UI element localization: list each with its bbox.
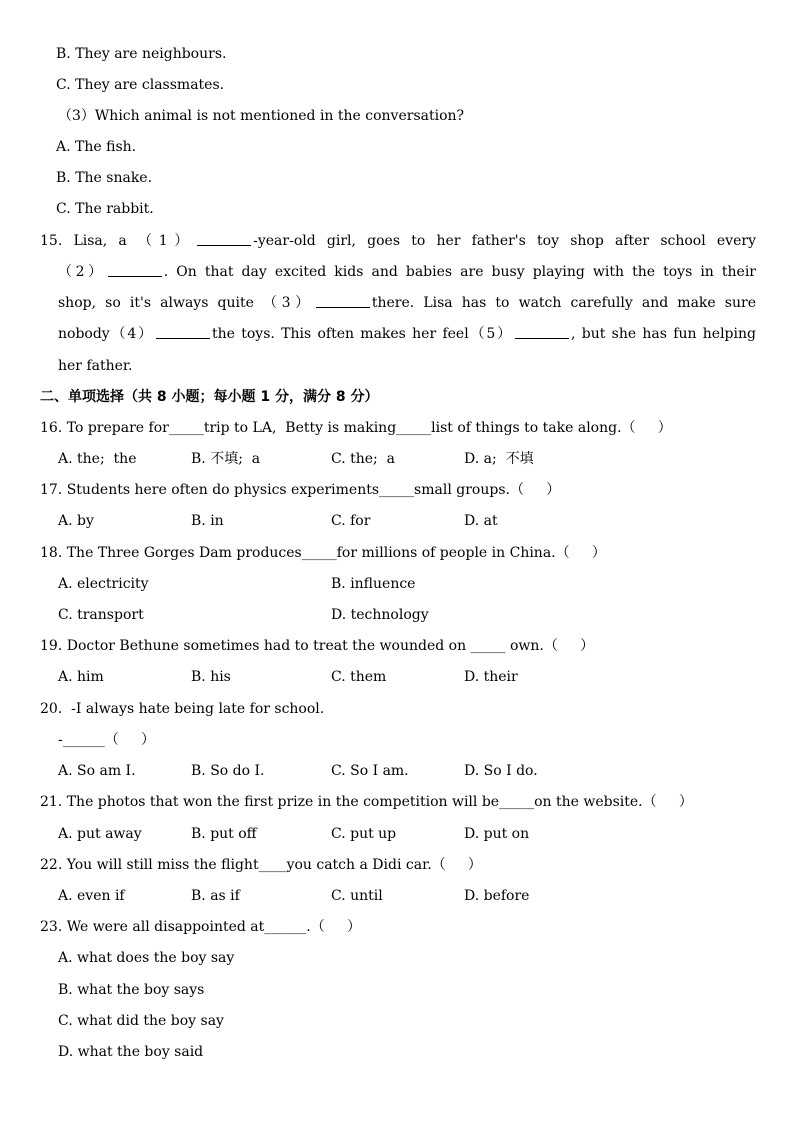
paragraph-text: her father. <box>58 358 133 374</box>
question-stem: 22. You will still miss the flight____you catch a Didi car.（ ） <box>40 857 482 873</box>
option-c[interactable]: C. the; a <box>331 451 396 467</box>
answer-blank-5[interactable] <box>515 324 569 339</box>
option-text: B. They are neighbours. <box>56 46 227 62</box>
option-c[interactable]: C. So I am. <box>331 763 409 779</box>
option-a[interactable]: A. put away <box>58 826 142 842</box>
paragraph-text: . On that day excited kids and babies are busy playing with the toys in their <box>163 264 756 280</box>
paragraph-text: shop, so it's always quite （3） <box>58 295 314 311</box>
option-a[interactable]: A. what does the boy say <box>58 950 235 966</box>
paragraph-text: , but she has fun helping <box>570 326 756 342</box>
question-stem: 17. Students here often do physics experiments_____small groups.（ ） <box>40 482 561 498</box>
option-b[interactable]: B. what the boy says <box>58 982 205 998</box>
option-d[interactable]: D. what the boy said <box>58 1044 204 1060</box>
paragraph-text: ‑year‑old girl, goes to her father's toy shop after school every <box>253 233 756 249</box>
option-a[interactable]: A. electricity <box>58 576 149 592</box>
question-stem: （3）Which animal is not mentioned in the conversation? <box>58 108 465 124</box>
answer-blank-3[interactable] <box>316 293 370 308</box>
option-a[interactable]: A. So am I. <box>58 763 136 779</box>
q15-line-4 <box>58 324 756 344</box>
option-c[interactable]: C. for <box>331 513 371 529</box>
option-d[interactable]: D. at <box>464 513 498 529</box>
answer-blank-2[interactable] <box>108 262 162 277</box>
section-heading: 二、单项选择（共 8 小题；每小题 1 分，满分 8 分） <box>40 389 379 405</box>
question-stem: 19. Doctor Bethune sometimes had to treat the wounded on _____ own.（ ） <box>40 638 595 654</box>
option-b[interactable]: B. his <box>191 669 231 685</box>
question-number: 15. <box>40 233 63 249</box>
answer-blank-1[interactable] <box>197 231 251 246</box>
q15-line-3 <box>58 293 756 313</box>
paragraph-text: the toys. This often makes her feel（5） <box>212 326 513 342</box>
question-stem: 18. The Three Gorges Dam produces_____for millions of people in China.（ ） <box>40 545 606 561</box>
option-b[interactable]: B. in <box>191 513 224 529</box>
option-text: C. They are classmates. <box>56 77 225 93</box>
option-d[interactable]: D. technology <box>331 607 429 623</box>
paragraph-text: Lisa, a （1） <box>73 233 196 249</box>
option-c[interactable]: C. transport <box>58 607 144 623</box>
option-a[interactable]: A. him <box>58 669 104 685</box>
question-stem: 23. We were all disappointed at______.（ ） <box>40 919 361 935</box>
option-c[interactable]: C. until <box>331 888 383 904</box>
q15-line-1 <box>40 231 756 251</box>
option-c[interactable]: C. put up <box>331 826 397 842</box>
paragraph-text: （2） <box>58 264 106 280</box>
question-stem: 20. ‑I always hate being late for school. <box>40 701 325 717</box>
option-b[interactable]: B. So do I. <box>191 763 265 779</box>
option-text: C. The rabbit. <box>56 201 154 217</box>
option-c[interactable]: C. them <box>331 669 387 685</box>
option-d[interactable]: D. So I do. <box>464 763 538 779</box>
option-d[interactable]: D. a; 不填 <box>464 451 534 467</box>
option-c[interactable]: C. what did the boy say <box>58 1013 224 1029</box>
option-d[interactable]: D. their <box>464 669 518 685</box>
answer-blank-4[interactable] <box>156 324 210 339</box>
paragraph-text: there. Lisa has to watch carefully and make sure <box>371 295 756 311</box>
option-b[interactable]: B. 不填; a <box>191 451 261 467</box>
option-a[interactable]: A. the; the <box>58 451 137 467</box>
option-d[interactable]: D. before <box>464 888 530 904</box>
q15-line-2 <box>58 262 756 282</box>
option-b[interactable]: B. influence <box>331 576 416 592</box>
question-stem-response: ‑______（ ） <box>58 732 155 748</box>
paragraph-text: nobody（4） <box>58 326 155 342</box>
option-a[interactable]: A. by <box>58 513 94 529</box>
option-text: A. The fish. <box>56 139 137 155</box>
option-a[interactable]: A. even if <box>58 888 125 904</box>
option-d[interactable]: D. put on <box>464 826 530 842</box>
option-b[interactable]: B. as if <box>191 888 240 904</box>
question-stem: 16. To prepare for_____trip to LA, Betty is making_____list of things to take along.（ ） <box>40 420 672 436</box>
option-b[interactable]: B. put off <box>191 826 257 842</box>
question-stem: 21. The photos that won the first prize in the competition will be_____on the website.（ ） <box>40 794 693 810</box>
option-text: B. The snake. <box>56 170 153 186</box>
